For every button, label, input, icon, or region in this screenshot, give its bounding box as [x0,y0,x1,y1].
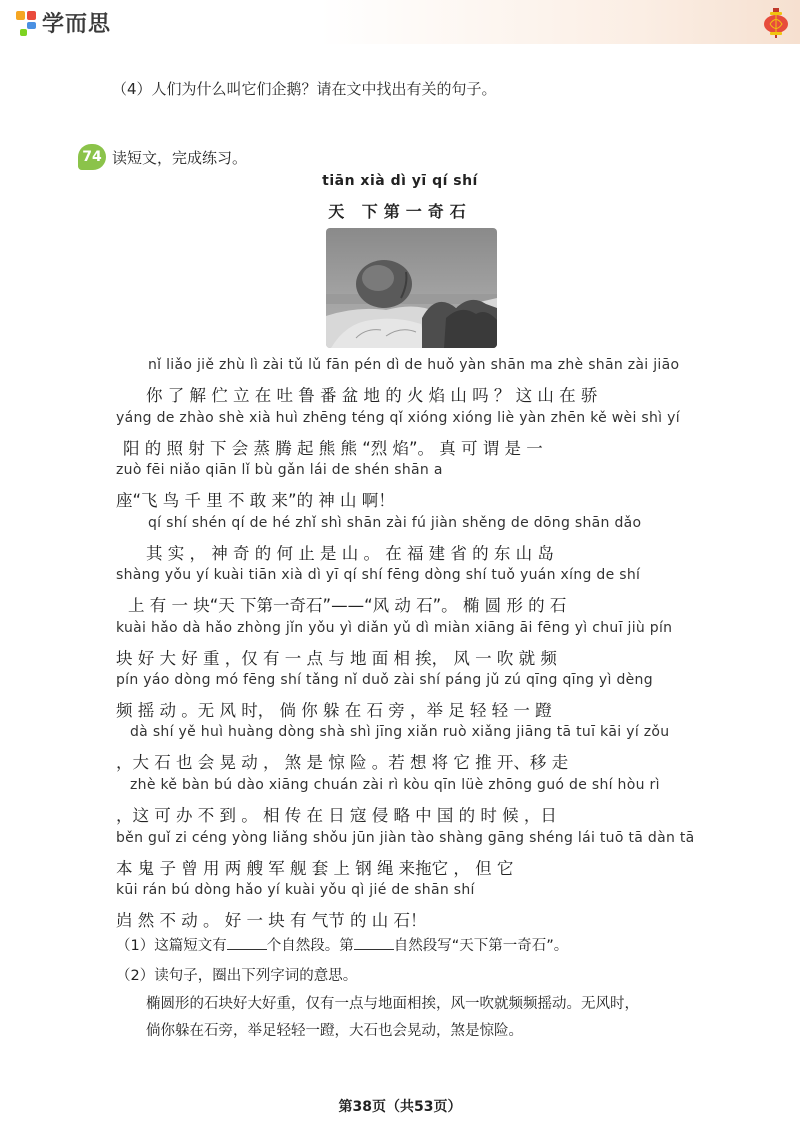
question-4: （4）人们为什么叫它们企鹅？请在文中找出有关的句子。 [112,80,497,98]
question-1-middle: 个自然段。第 [266,938,354,954]
passage-text-line: 其 实 ， 神 奇 的 何 止 是 山 。 在 福 建 省 的 东 山 岛 [146,544,554,563]
passage-pinyin-line: kuài hǎo dà hǎo zhòng jǐn yǒu yì diǎn yǔ dì miàn xiāng āi fēng yì chuī jiù pín [116,620,673,636]
passage-text-line: 上 有 一 块“天 下第一奇石”——“风 动 石”。 椭 圆 形 的 石 [128,596,567,615]
logo-icon [14,9,38,37]
passage-pinyin-line: zuò fēi niǎo qiān lǐ bù gǎn lái de shén shān a [116,462,443,478]
passage-pinyin-line: kūi rán bú dòng hǎo yí kuài yǒu qì jié de shān shí [116,882,475,898]
passage-pinyin-line: dà shí yě huì huàng dòng shà shì jīng xiǎn ruò xiǎng jiāng tā tuī kāi yí zǒu [130,724,670,740]
brand-logo [14,7,111,38]
balancing-rock-photo [326,228,497,348]
passage-text-line: ，大 石 也 会 晃 动 ， 煞 是 惊 险 。若 想 将 它 推 开、移 走 [116,753,569,772]
exercise-instruction: 读短文，完成练习。 [112,149,248,167]
lantern-icon [762,8,790,38]
passage-text-line: 座“飞 鸟 千 里 不 敢 来”的 神 山 啊！ [116,491,395,510]
passage-pinyin-line: pín yáo dòng mó fēng shí tǎng nǐ duǒ zài shí páng jǔ zú qīng qīng yì dèng [116,672,653,688]
passage-pinyin-line: qí shí shén qí de hé zhǐ shì shān zài fú jiàn shěng de dōng shān dǎo [148,515,642,531]
page-number: 第38页（共53页） [338,1099,462,1115]
passage-text-line: 岿 然 不 动 。 好 一 块 有 气节 的 山 石！ [116,911,427,930]
exercise-number-badge: 74 [78,144,106,170]
passage-pinyin-line: shàng yǒu yí kuài tiān xià dì yī qí shí fēng dòng shí tuǒ yuán xíng de shí [116,567,641,583]
answer-blank[interactable] [227,935,267,950]
passage-pinyin-line: běn guǐ zi céng yòng liǎng shǒu jūn jiàn tào shàng gāng shéng lái tuō tā dàn tā [116,830,695,846]
passage-pinyin-line: nǐ liǎo jiě zhù lì zài tǔ lǔ fān pén dì de huǒ yàn shān ma zhè shān zài jiāo [148,357,680,373]
passage-text-line: 你 了 解 伫 立 在 吐 鲁 番 盆 地 的 火 焰 山 吗 ？ 这 山 在 骄 [146,386,598,405]
passage-pinyin-line: yáng de zhào shè xià huì zhēng téng qǐ xióng xióng liè yàn zhēn kě wèi shì yí [116,410,680,426]
passage-text-line: 块 好 大 好 重 ，仅 有 一 点 与 地 面 相 挨， 风 一 吹 就 频 [116,649,557,668]
answer-blank[interactable] [354,935,394,950]
passage-pinyin-line: zhè kě bàn bú dào xiāng chuán zài rì kòu qīn lüè zhōng guó de shí hòu rì [130,777,660,793]
question-2-sentence-line: 椭圆形的石块好大好重，仅有一点与地面相挨，风一吹就频频摇动。无风时， [146,996,639,1012]
passage-text-line: 阳 的 照 射 下 会 蒸 腾 起 熊 熊 “烈 焰”。 真 可 谓 是 一 [123,439,543,458]
question-2-sentence-line: 倘你躲在石旁，举足轻轻一蹬，大石也会晃动，煞是惊险。 [146,1023,523,1039]
question-1 [116,934,568,955]
passage-text-line: ，这 可 办 不 到 。 相 传 在 日 寇 侵 略 中 国 的 时 候 ，日 [116,806,557,825]
passage-text-line: 频 摇 动 。无 风 时， 倘 你 躲 在 石 旁 ，举 足 轻 轻 一 蹬 [116,701,552,720]
page-header [0,0,800,44]
question-1-suffix: 自然段写“天下第一奇石”。 [393,938,569,954]
passage-text-line: 本 鬼 子 曾 用 两 艘 军 舰 套 上 钢 绳 来拖它 ， 但 它 [116,859,514,878]
question-2: （2）读句子，圈出下列字词的意思。 [116,968,358,984]
question-1-prefix: （1）这篇短文有 [116,938,227,954]
passage-title: 天 下第一奇石 [328,202,472,221]
logo-text: 学而思 [42,12,112,37]
title-pinyin: tiān xià dì yī qí shí [322,173,478,189]
